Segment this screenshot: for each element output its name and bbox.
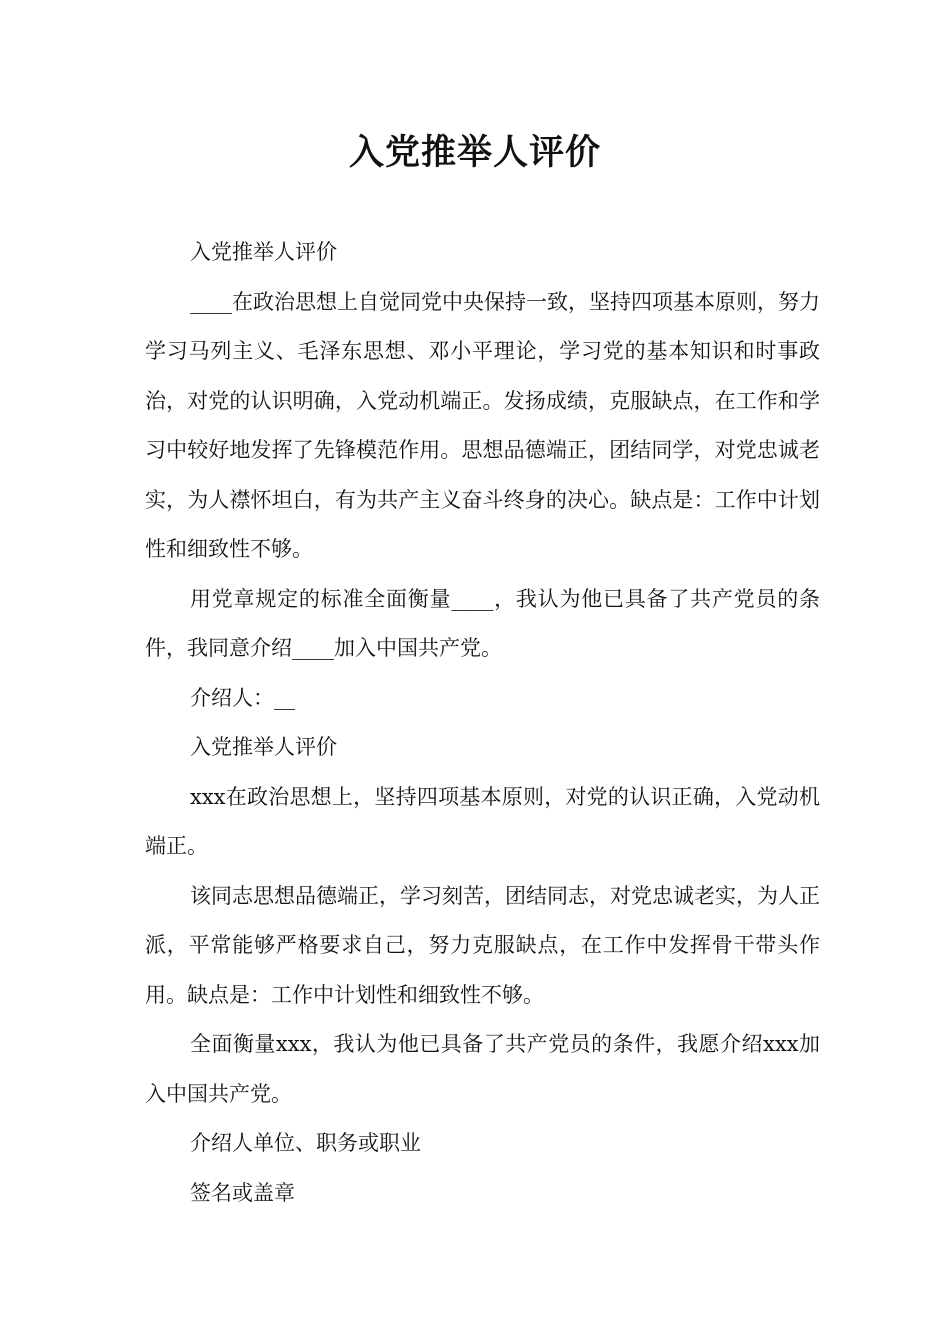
conclusion-paragraph-2: 全面衡量xxx，我认为他已具备了共产党员的条件，我愿介绍xxx加入中国共产党。 [145,1032,820,1106]
document-title: 入党推举人评价 [348,132,601,173]
evaluation-paragraph-2: xxx在政治思想上，坚持四项基本原则，对党的认识正确，入党动机端正。 [145,784,820,858]
introducer-line: 介绍人：__ [190,685,295,710]
signature-line: 签名或盖章 [190,1180,295,1205]
section-heading-2: 入党推举人评价 [190,735,337,759]
evaluation-paragraph-3: 该同志思想品德端正，学习刻苦，团结同志，对党忠诚老实，为人正派，平常能够严格要求自己，努力克服缺点，在工作中发挥骨干带头作用。缺点是：工作中计划性和细致性不够。 [145,883,820,1007]
conclusion-paragraph-1: 用党章规定的标准全面衡量____，我认为他已具备了共产党员的条件，我同意介绍____加入中国共产党。 [145,586,820,660]
document-body [145,228,820,1218]
evaluation-paragraph-1: ____在政治思想上自觉同党中央保持一致，坚持四项基本原则，努力学习马列主义、毛泽东思想、邓小平理论，学习党的基本知识和时事政治，对党的认识明确，入党动机端正。发扬成绩，克服缺点，在工作和学习中较好地发挥了先锋模范作用。思想品德端正，团结同学，对党忠诚老实，为人襟怀坦白，有为共产主义奋斗终身的决心。缺点是：工作中计划性和细致性不够。 [145,289,820,561]
section-heading-1: 入党推举人评价 [190,240,337,264]
introducer-unit-line: 介绍人单位、职务或职业 [190,1131,421,1155]
